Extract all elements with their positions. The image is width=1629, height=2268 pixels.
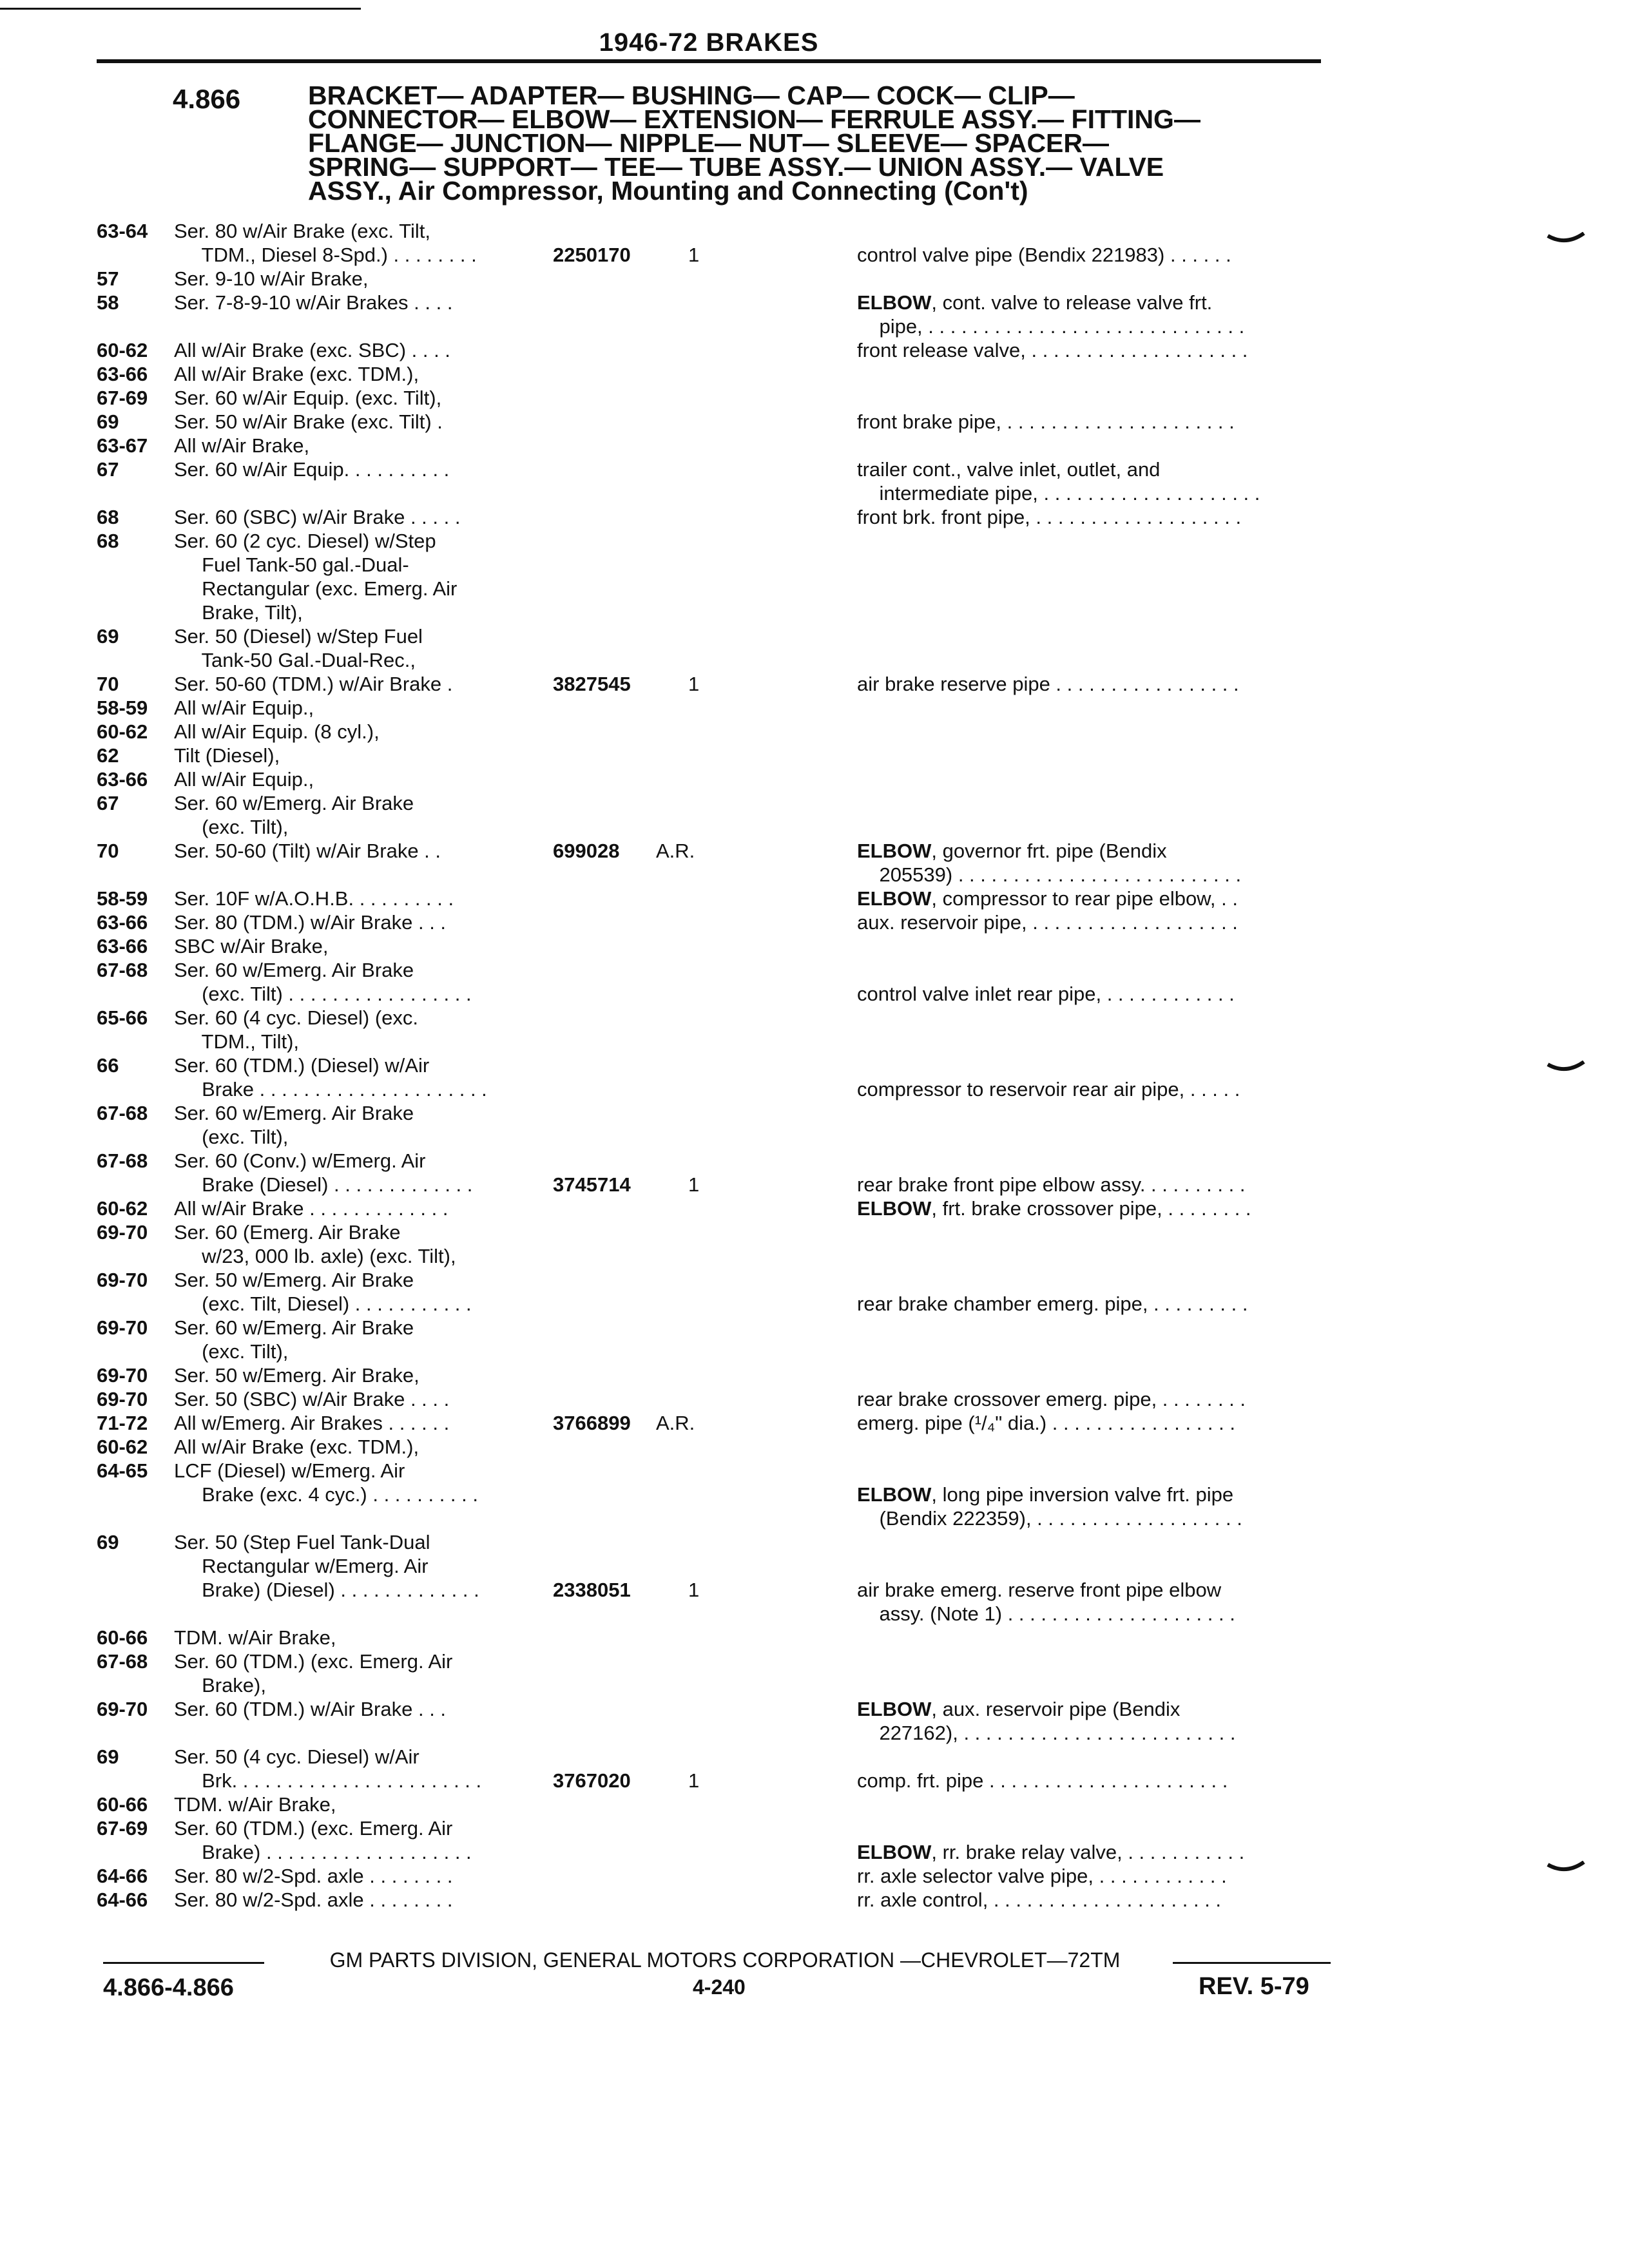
year-range: 69	[97, 1745, 119, 1768]
application-line: Ser. 60 (2 cyc. Diesel) w/Step	[174, 530, 436, 552]
description-line: front release valve, . . . . . . . . . . . . . . . . . . . .	[857, 339, 1248, 361]
year-range: 69-70	[97, 1269, 148, 1291]
description-keyword: ELBOW	[857, 840, 932, 862]
application-line: All w/Air Equip. (8 cyl.),	[174, 720, 380, 743]
year-range: 67	[97, 792, 119, 814]
application-text	[174, 1149, 535, 1196]
application-line: Ser. 50 (4 cyc. Diesel) w/Air	[174, 1745, 419, 1768]
year-range: 57	[97, 267, 119, 290]
part-number: 3745714	[553, 1173, 631, 1196]
description-line: compressor to reservoir rear air pipe, . . . . .	[857, 1078, 1240, 1100]
application-text	[174, 1316, 535, 1363]
application-line: (exc. Tilt),	[174, 1340, 289, 1363]
description	[857, 243, 1334, 267]
application-text	[174, 434, 535, 457]
description	[857, 1387, 1334, 1411]
description-line: emerg. pipe (¹/₄" dia.) . . . . . . . . . . . . . . . . .	[857, 1412, 1235, 1434]
quantity: 1	[688, 673, 700, 695]
description-keyword: ELBOW	[857, 1483, 932, 1506]
application-text	[174, 958, 535, 1006]
year-range: 58	[97, 291, 119, 314]
application-text	[174, 791, 535, 839]
application-line: TDM., Diesel 8-Spd.) . . . . . . . .	[174, 244, 477, 266]
year-range: 63-66	[97, 363, 148, 385]
application-text	[174, 696, 535, 720]
application-line: All w/Air Equip.,	[174, 697, 314, 719]
application-text	[174, 1196, 535, 1220]
application-text	[174, 410, 535, 434]
margin-tick-mark	[1547, 1861, 1585, 1876]
quantity: 1	[688, 1769, 700, 1792]
description	[857, 1483, 1334, 1530]
application-line: Ser. 60 w/Emerg. Air Brake	[174, 1316, 414, 1339]
application-line: Brake . . . . . . . . . . . . . . . . . . . . .	[174, 1078, 487, 1100]
application-line: Ser. 50 w/Emerg. Air Brake	[174, 1269, 414, 1291]
year-range: 60-62	[97, 339, 148, 361]
top-edge-rule	[0, 8, 361, 10]
description	[857, 338, 1334, 362]
application-line: Ser. 60 (Emerg. Air Brake	[174, 1221, 401, 1244]
application-line: Ser. 60 (TDM.) (Diesel) w/Air	[174, 1054, 430, 1077]
application-line: Brake, Tilt),	[174, 601, 303, 624]
description	[857, 291, 1334, 338]
application-text	[174, 291, 535, 314]
description-line: control valve pipe (Bendix 221983) . . . . . .	[857, 244, 1231, 266]
application-text	[174, 1101, 535, 1149]
year-range: 69-70	[97, 1316, 148, 1339]
application-line: Ser. 60 (Conv.) w/Emerg. Air	[174, 1149, 426, 1172]
application-text	[174, 1530, 535, 1602]
description-line: aux. reservoir pipe, . . . . . . . . . . . . . . . . . . .	[857, 911, 1238, 934]
description-keyword: ELBOW	[857, 1841, 932, 1863]
description-keyword: ELBOW	[857, 291, 932, 314]
application-text	[174, 1888, 535, 1912]
description-line: air brake reserve pipe . . . . . . . . . . . . . . . . .	[857, 673, 1239, 695]
application-line: All w/Air Brake (exc. SBC) . . . .	[174, 339, 450, 361]
application-text	[174, 362, 535, 386]
description-line: (Bendix 222359), . . . . . . . . . . . . . . . . . . .	[857, 1507, 1242, 1530]
application-line: (exc. Tilt) . . . . . . . . . . . . . . . . .	[174, 983, 472, 1005]
application-text	[174, 219, 535, 267]
application-line: Ser. 60 w/Emerg. Air Brake	[174, 1102, 414, 1124]
footer-revision: REV. 5-79	[1199, 1973, 1309, 2000]
application-text	[174, 624, 535, 672]
description-line: rr. axle control, . . . . . . . . . . . . . . . . . . . . .	[857, 1888, 1222, 1911]
year-range: 67-68	[97, 1149, 148, 1172]
description	[857, 1697, 1334, 1745]
margin-tick-mark	[1547, 1061, 1585, 1076]
application-line: Ser. 80 (TDM.) w/Air Brake . . .	[174, 911, 447, 934]
application-text	[174, 767, 535, 791]
description	[857, 1292, 1334, 1316]
description-line: control valve inlet rear pipe, . . . . . . . . . . . .	[857, 983, 1235, 1005]
application-line: Brake (Diesel) . . . . . . . . . . . . .	[174, 1173, 473, 1196]
application-line: Ser. 60 w/Emerg. Air Brake	[174, 792, 414, 814]
application-line: Ser. 50-60 (Tilt) w/Air Brake . .	[174, 840, 441, 862]
description-line: 205539) . . . . . . . . . . . . . . . . . . . . . . . . . .	[857, 863, 1242, 886]
year-range: 69	[97, 625, 119, 648]
application-text	[174, 386, 535, 410]
description	[857, 505, 1334, 529]
application-text	[174, 1220, 535, 1268]
description	[857, 910, 1334, 934]
year-range: 62	[97, 744, 119, 767]
application-line: Ser. 50 (Step Fuel Tank-Dual	[174, 1531, 430, 1553]
application-line: (exc. Tilt),	[174, 1126, 289, 1148]
description-line: rear brake front pipe elbow assy. . . . . . . . . .	[857, 1173, 1246, 1196]
application-line: Brk. . . . . . . . . . . . . . . . . . . . . . .	[174, 1769, 482, 1792]
application-line: Ser. 80 w/2-Spd. axle . . . . . . . .	[174, 1865, 453, 1887]
year-range: 64-66	[97, 1888, 148, 1911]
application-text	[174, 1697, 535, 1721]
quantity: 1	[688, 1579, 700, 1601]
description-keyword: ELBOW	[857, 887, 932, 910]
application-text	[174, 672, 535, 696]
margin-tick-mark	[1547, 232, 1585, 247]
description	[857, 1173, 1334, 1196]
application-line: (exc. Tilt),	[174, 816, 289, 838]
header-rule	[97, 59, 1321, 63]
application-line: Rectangular w/Emerg. Air	[174, 1555, 429, 1577]
application-line: Ser. 60 (4 cyc. Diesel) (exc.	[174, 1006, 419, 1029]
application-line: All w/Emerg. Air Brakes . . . . . .	[174, 1412, 450, 1434]
description-line: ELBOW, long pipe inversion valve frt. pipe	[857, 1483, 1234, 1506]
application-text	[174, 839, 535, 863]
description	[857, 1196, 1334, 1220]
quantity: 1	[688, 244, 700, 266]
application-line: LCF (Diesel) w/Emerg. Air	[174, 1459, 405, 1482]
application-line: Fuel Tank-50 gal.-Dual-	[174, 553, 409, 576]
year-range: 60-62	[97, 1197, 148, 1220]
application-text	[174, 1626, 535, 1649]
description	[857, 1411, 1334, 1435]
application-text	[174, 1387, 535, 1411]
description-line: ELBOW, cont. valve to release valve frt.	[857, 291, 1213, 314]
section-heading: BRACKET— ADAPTER— BUSHING— CAP— COCK— CLIP— CONNECTOR— ELBOW— EXTENSION— FERRULE ASSY.— FITTING— FLANGE— JUNCTION— NIPPLE— NUT— SLEEVE— SPACER— SPRING— SUPPORT— TEE— TUBE ASSY.— UNION ASSY.— VALVE ASSY., Air Compressor, Mounting and Connecting (Con't)	[308, 81, 1200, 206]
year-range: 68	[97, 530, 119, 552]
application-text	[174, 1649, 535, 1697]
year-range: 60-66	[97, 1626, 148, 1649]
application-line: Ser. 80 w/Air Brake (exc. Tilt,	[174, 220, 430, 242]
description-line: ELBOW, aux. reservoir pipe (Bendix	[857, 1698, 1181, 1720]
year-range: 63-66	[97, 935, 148, 957]
part-number: 3827545	[553, 673, 631, 695]
application-text	[174, 1053, 535, 1101]
application-text	[174, 267, 535, 291]
application-line: Brake) (Diesel) . . . . . . . . . . . . .	[174, 1579, 479, 1601]
quantity: A.R.	[656, 1412, 695, 1434]
year-range: 69	[97, 410, 119, 433]
year-range: 63-67	[97, 434, 148, 457]
description-line: ELBOW, frt. brake crossover pipe, . . . . . . . .	[857, 1197, 1251, 1220]
description-line: ELBOW, rr. brake relay valve, . . . . . . . . . . .	[857, 1841, 1245, 1863]
description-line: rr. axle selector valve pipe, . . . . . . . . . . . .	[857, 1865, 1227, 1887]
quantity: 1	[688, 1173, 700, 1196]
application-line: Ser. 50 (Diesel) w/Step Fuel	[174, 625, 423, 648]
application-line: Brake (exc. 4 cyc.) . . . . . . . . . .	[174, 1483, 478, 1506]
year-range: 58-59	[97, 887, 148, 910]
application-line: Ser. 60 w/Air Equip. (exc. Tilt),	[174, 387, 442, 409]
year-range: 69	[97, 1531, 119, 1553]
application-text	[174, 1792, 535, 1816]
description-line: pipe, . . . . . . . . . . . . . . . . . . . . . . . . . . . . .	[857, 315, 1245, 338]
year-range: 67	[97, 458, 119, 481]
description	[857, 1864, 1334, 1888]
application-text	[174, 338, 535, 362]
application-text	[174, 1006, 535, 1053]
description	[857, 1578, 1334, 1626]
footer-section-range: 4.866-4.866	[103, 1974, 234, 2001]
application-text	[174, 1816, 535, 1864]
application-text	[174, 1745, 535, 1792]
year-range: 60-66	[97, 1793, 148, 1816]
description-line: air brake emerg. reserve front pipe elbow	[857, 1579, 1222, 1601]
year-range: 66	[97, 1054, 119, 1077]
application-line: (exc. Tilt, Diesel) . . . . . . . . . . .	[174, 1293, 472, 1315]
description	[857, 839, 1334, 887]
part-number: 699028	[553, 840, 620, 862]
part-number: 3766899	[553, 1412, 631, 1434]
description-line: front brake pipe, . . . . . . . . . . . . . . . . . . . . .	[857, 410, 1235, 433]
description-line: 227162), . . . . . . . . . . . . . . . . . . . . . . . . .	[857, 1722, 1236, 1744]
quantity: A.R.	[656, 840, 695, 862]
application-line: Tilt (Diesel),	[174, 744, 280, 767]
year-range: 63-64	[97, 220, 148, 242]
year-range: 69-70	[97, 1698, 148, 1720]
application-line: All w/Air Brake (exc. TDM.),	[174, 363, 419, 385]
application-text	[174, 744, 535, 767]
year-range: 67-69	[97, 1817, 148, 1840]
application-line: Ser. 60 (TDM.) (exc. Emerg. Air	[174, 1650, 453, 1673]
year-range: 69-70	[97, 1388, 148, 1410]
description-line: trailer cont., valve inlet, outlet, and	[857, 458, 1161, 481]
part-number: 3767020	[553, 1769, 631, 1792]
description	[857, 1077, 1334, 1101]
page-title: 1946-72 BRAKES	[599, 28, 819, 57]
application-line: SBC w/Air Brake,	[174, 935, 329, 957]
year-range: 64-66	[97, 1865, 148, 1887]
application-line: Ser. 60 w/Air Equip. . . . . . . . . .	[174, 458, 450, 481]
description-line: ELBOW, compressor to rear pipe elbow, . .	[857, 887, 1238, 910]
application-line: Rectangular (exc. Emerg. Air	[174, 577, 458, 600]
year-range: 60-62	[97, 720, 148, 743]
description	[857, 887, 1334, 910]
application-text	[174, 1435, 535, 1459]
description-line: ELBOW, governor frt. pipe (Bendix	[857, 840, 1167, 862]
description-line: front brk. front pipe, . . . . . . . . . . . . . . . . . . .	[857, 506, 1242, 528]
description	[857, 672, 1334, 696]
footer-page-number: 4-240	[693, 1975, 746, 1999]
application-text	[174, 1268, 535, 1316]
year-range: 65-66	[97, 1006, 148, 1029]
application-text	[174, 934, 535, 958]
application-text	[174, 529, 535, 624]
year-range: 60-62	[97, 1436, 148, 1458]
description	[857, 1840, 1334, 1864]
description	[857, 982, 1334, 1006]
application-line: TDM. w/Air Brake,	[174, 1626, 336, 1649]
year-range: 63-66	[97, 768, 148, 791]
application-line: Ser. 60 (TDM.) (exc. Emerg. Air	[174, 1817, 453, 1840]
application-line: All w/Air Equip.,	[174, 768, 314, 791]
application-line: Ser. 10F w/A.O.H.B. . . . . . . . . .	[174, 887, 454, 910]
description-line: comp. frt. pipe . . . . . . . . . . . . . . . . . . . . . .	[857, 1769, 1228, 1792]
application-line: Tank-50 Gal.-Dual-Rec.,	[174, 649, 416, 671]
application-text	[174, 505, 535, 529]
description	[857, 1888, 1334, 1912]
application-line: Ser. 9-10 w/Air Brake,	[174, 267, 369, 290]
application-line: TDM. w/Air Brake,	[174, 1793, 336, 1816]
application-text	[174, 1411, 535, 1435]
description	[857, 457, 1334, 505]
description-line: rear brake crossover emerg. pipe, . . . . . . . .	[857, 1388, 1246, 1410]
description-line: rear brake chamber emerg. pipe, . . . . . . . . .	[857, 1293, 1248, 1315]
description-line: assy. (Note 1) . . . . . . . . . . . . . . . . . . . . .	[857, 1602, 1235, 1625]
description	[857, 1769, 1334, 1792]
part-number: 2250170	[553, 244, 631, 266]
year-range: 69-70	[97, 1221, 148, 1244]
application-text	[174, 1864, 535, 1888]
year-range: 64-65	[97, 1459, 148, 1482]
year-range: 63-66	[97, 911, 148, 934]
application-line: Ser. 7-8-9-10 w/Air Brakes . . . .	[174, 291, 453, 314]
footer-company: GM PARTS DIVISION, GENERAL MOTORS CORPORATION —CHEVROLET—72TM	[329, 1948, 1121, 1972]
application-text	[174, 887, 535, 910]
footer-rule-right	[1173, 1962, 1331, 1964]
application-line: Ser. 50 (SBC) w/Air Brake . . . .	[174, 1388, 450, 1410]
year-range: 69-70	[97, 1364, 148, 1387]
year-range: 58-59	[97, 697, 148, 719]
year-range: 67-69	[97, 387, 148, 409]
application-text	[174, 910, 535, 934]
application-line: TDM., Tilt),	[174, 1030, 300, 1053]
application-line: Ser. 50-60 (TDM.) w/Air Brake .	[174, 673, 453, 695]
year-range: 67-68	[97, 1102, 148, 1124]
application-line: Ser. 50 w/Emerg. Air Brake,	[174, 1364, 419, 1387]
application-line: All w/Air Brake,	[174, 434, 310, 457]
year-range: 70	[97, 840, 119, 862]
application-line: All w/Air Brake . . . . . . . . . . . . .	[174, 1197, 448, 1220]
application-text	[174, 720, 535, 744]
part-number: 2338051	[553, 1579, 631, 1601]
application-line: Ser. 60 w/Emerg. Air Brake	[174, 959, 414, 981]
section-number: 4.866	[173, 84, 241, 114]
year-range: 71-72	[97, 1412, 148, 1434]
application-line: Brake) . . . . . . . . . . . . . . . . . . .	[174, 1841, 472, 1863]
description-line: intermediate pipe, . . . . . . . . . . . . . . . . . . . .	[857, 482, 1260, 505]
year-range: 68	[97, 506, 119, 528]
application-line: Ser. 80 w/2-Spd. axle . . . . . . . .	[174, 1888, 453, 1911]
year-range: 70	[97, 673, 119, 695]
application-line: w/23, 000 lb. axle) (exc. Tilt),	[174, 1245, 456, 1267]
year-range: 67-68	[97, 1650, 148, 1673]
application-line: Ser. 60 (SBC) w/Air Brake . . . . .	[174, 506, 461, 528]
application-text	[174, 1459, 535, 1506]
application-text	[174, 457, 535, 481]
application-line: Ser. 50 w/Air Brake (exc. Tilt) .	[174, 410, 443, 433]
description-keyword: ELBOW	[857, 1197, 932, 1220]
application-line: Brake),	[174, 1674, 266, 1696]
description-keyword: ELBOW	[857, 1698, 932, 1720]
application-line: All w/Air Brake (exc. TDM.),	[174, 1436, 419, 1458]
year-range: 67-68	[97, 959, 148, 981]
description	[857, 410, 1334, 434]
application-text	[174, 1363, 535, 1387]
application-line: Ser. 60 (TDM.) w/Air Brake . . .	[174, 1698, 447, 1720]
